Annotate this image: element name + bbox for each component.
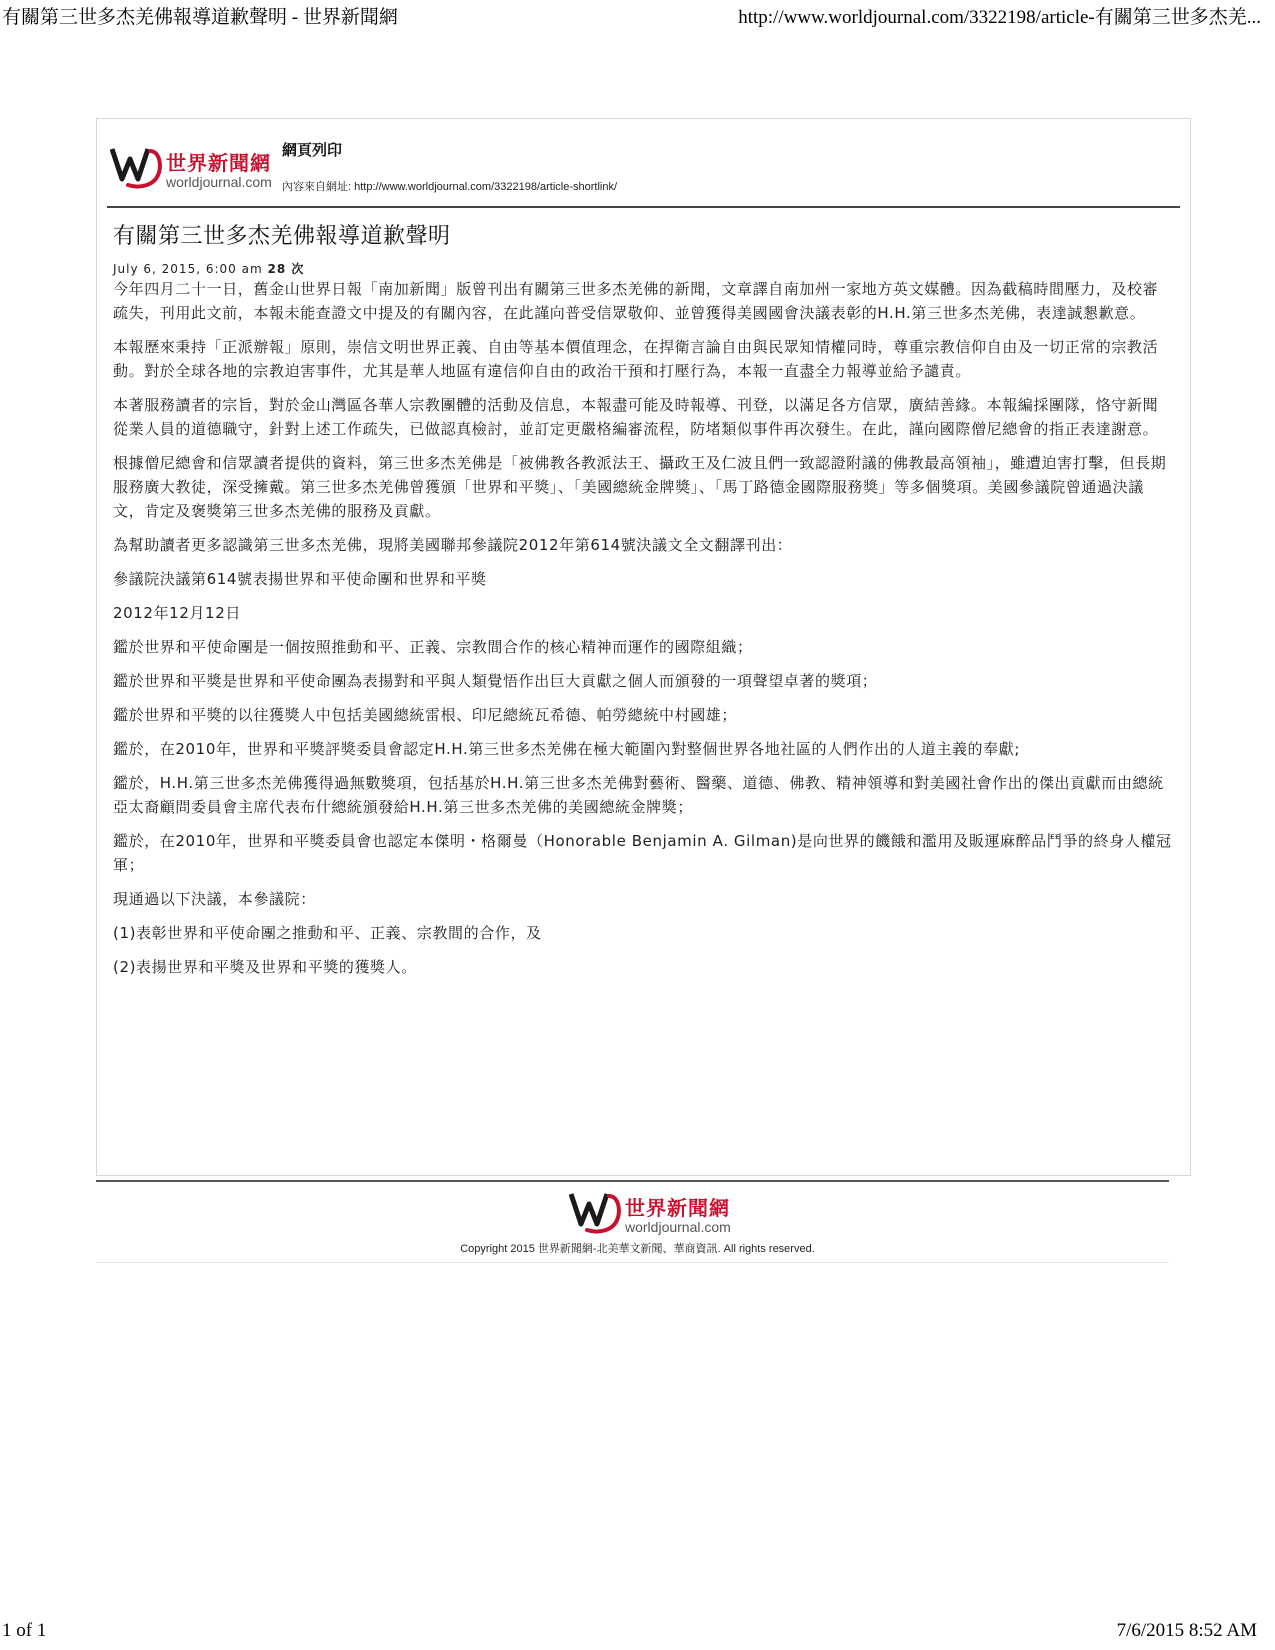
source-label: 內容來自網址: [282, 181, 355, 193]
logo-domain: worldjournal.com [166, 174, 272, 190]
wj-logo-icon [110, 145, 166, 189]
footer-logo[interactable] [569, 1190, 731, 1234]
article-paragraph: 為幫助讀者更多認識第三世多杰羌佛，現將美國聯邦參議院2012年第614號決議文全文翻譯刊出： [113, 536, 793, 554]
article-paragraph: (2)表揚世界和平獎及世界和平獎的獲獎人。 [113, 958, 417, 976]
article-paragraph: 鑑於世界和平獎是世界和平使命團為表揚對和平與人類覺悟作出巨大貢獻之個人而頒發的一項聲望卓著的獎項； [113, 672, 878, 690]
article-paragraph: 2012年12月12日 [113, 604, 241, 622]
footer-bottom-divider [96, 1262, 1169, 1263]
article-paragraph: 鑑於，在2010年，世界和平獎評獎委員會認定H.H.第三世多杰羌佛在極大範圍內對整個世界各地社區的人們作出的人道主義的奉獻; [113, 740, 1020, 758]
article-paragraph: 根據僧尼總會和信眾讀者提供的資料，第三世多杰羌佛是「被佛教各教派法王、攝政王及仁波且們一致認證附議的佛教最高領袖」，雖遭迫害打擊，但長期服務廣大教徒，深受擁戴。第三世多杰羌佛曾獲頒「世界和平獎」、「美國總統金牌獎」、「馬丁路德金國際服務獎」等多個獎項。美國參議院曾通過決議文，肯定及褒獎第三世多杰羌佛的服務及貢獻。 [113, 454, 1167, 520]
article-paragraph: 本著服務讀者的宗旨，對於金山灣區各華人宗教團體的活動及信息，本報盡可能及時報導、刊登，以滿足各方信眾，廣結善緣。本報編採團隊，恪守新聞從業人員的道德職守，針對上述工作疏失，已做認真檢討，並訂定更嚴格編審流程，防堵類似事件再次發生。在此，謹向國際僧尼總會的指正表達謝意。 [113, 396, 1159, 438]
article-paragraph: 參議院決議第614號表揚世界和平使命團和世界和平獎 [113, 570, 487, 588]
article-views: 28 次 [267, 262, 305, 276]
print-page-url: http://www.worldjournal.com/3322198/article-有關第三世多杰羌... [738, 7, 1261, 28]
print-footer [0, 1620, 1275, 1650]
site-logo[interactable] [110, 145, 272, 189]
article-paragraph: 現通過以下決議，本參議院： [113, 890, 316, 908]
article-paragraph: 鑑於，在2010年，世界和平獎委員會也認定本傑明・格爾曼（Honorable Benjamin A. Gilman)是向世界的饑餓和濫用及販運麻醉品鬥爭的終身人權冠軍； [113, 832, 1172, 874]
print-datetime: 7/6/2015 8:52 AM [1116, 1620, 1257, 1641]
print-card [96, 118, 1191, 1176]
print-title: 網頁列印 [282, 141, 343, 159]
article-date: July 6, 2015, 6:00 am [113, 262, 263, 276]
article-title: 有關第三世多杰羌佛報導道歉聲明 [113, 224, 451, 249]
print-page-title: 有關第三世多杰羌佛報導道歉聲明 - 世界新聞網 [2, 7, 398, 28]
source-line [282, 178, 617, 194]
footer-logo-domain: worldjournal.com [625, 1219, 731, 1235]
footer-divider [96, 1180, 1169, 1182]
logo-chinese-name: 世界新聞網 [166, 151, 271, 175]
article-paragraph: 鑑於，H.H.第三世多杰羌佛獲得過無數獎項，包括基於H.H.第三世多杰羌佛對藝術、醫藥、道德、佛教、精神領導和對美國社會作出的傑出貢獻而由總統亞太裔顧問委員會主席代表布什總統頒發給H.H.第三世多杰羌佛的美國總統金牌獎； [113, 774, 1164, 816]
header-divider [107, 206, 1180, 208]
article-paragraph: 鑑於世界和平使命團是一個按照推動和平、正義、宗教間合作的核心精神而運作的國際組織； [113, 638, 753, 656]
footer-logo-chinese-name: 世界新聞網 [625, 1196, 730, 1220]
print-header [0, 0, 1275, 30]
article-meta [113, 260, 304, 277]
copyright-text: Copyright 2015 世界新聞網-北美華文新聞、華商資訊. All rights reserved. [460, 1243, 815, 1255]
article-paragraph: 今年四月二十一日，舊金山世界日報「南加新聞」版曾刊出有關第三世多杰羌佛的新聞，文章譯自南加州一家地方英文媒體。因為截稿時間壓力，及校審疏失，刊用此文前，本報未能查證文中提及的有關內容，在此謹向普受信眾敬仰、並曾獲得美國國會決議表彰的H.H.第三世多杰羌佛，表達誠懇歉意。 [113, 280, 1159, 322]
article-paragraph: 本報歷來秉持「正派辦報」原則，崇信文明世界正義、自由等基本價值理念，在捍衛言論自由與民眾知情權同時，尊重宗教信仰自由及一切正常的宗教活動。對於全球各地的宗教迫害事件，尤其是華人地區有違信仰自由的政治干預和打壓行為，本報一直盡全力報導並給予譴責。 [113, 338, 1159, 380]
article-paragraph: (1)表彰世界和平使命團之推動和平、正義、宗教間的合作，及 [113, 924, 542, 942]
source-url[interactable]: http://www.worldjournal.com/3322198/article-shortlink/ [354, 181, 618, 193]
article-paragraph: 鑑於世界和平獎的以往獲獎人中包括美國總統雷根、印尼總統瓦希德、帕勞總統中村國雄； [113, 706, 738, 724]
article-body [113, 277, 1173, 989]
wj-logo-icon [569, 1190, 625, 1234]
page-count: 1 of 1 [2, 1620, 47, 1641]
